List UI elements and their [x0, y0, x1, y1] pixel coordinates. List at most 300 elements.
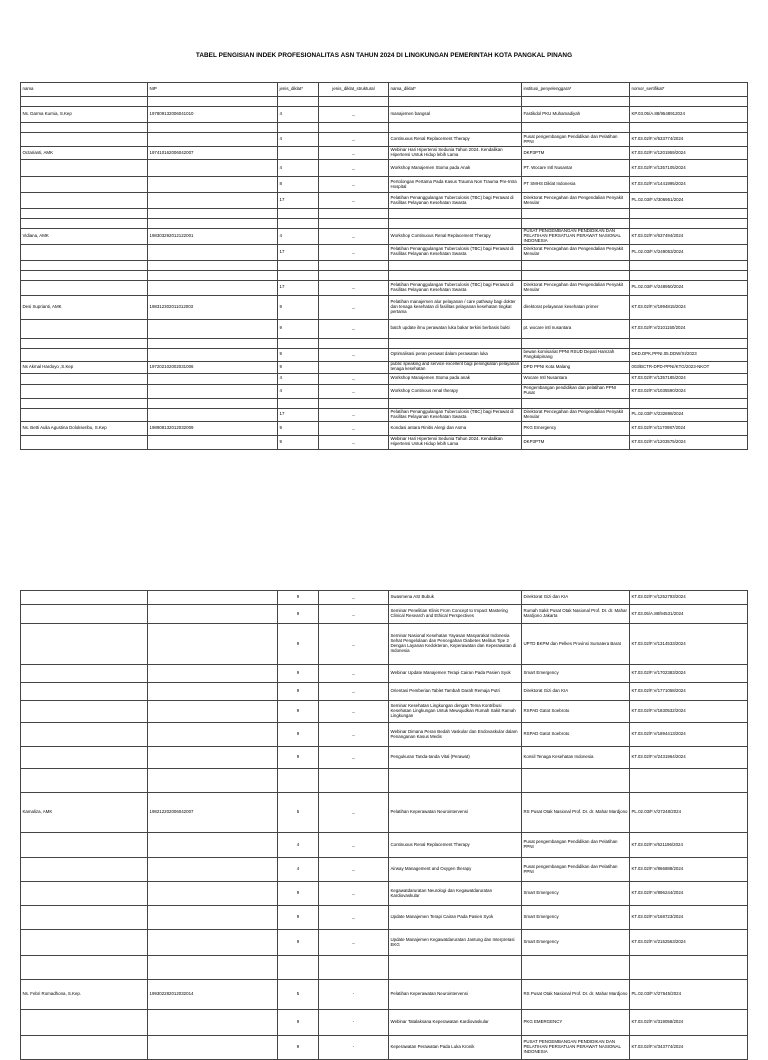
- cell-nomor-sertifikat: [630, 398, 748, 408]
- cell-jenis-diklat: 9: [278, 701, 319, 723]
- cell-jenis-diklat-struktural: _: [319, 435, 389, 449]
- cell-institusi: RSPAD Gatot Soebroto: [522, 701, 630, 723]
- training-table-1: [20, 82, 748, 450]
- cell-nama: [21, 219, 148, 229]
- table-row: [21, 605, 748, 624]
- cell-jenis-diklat-struktural: _: [319, 348, 389, 361]
- cell-institusi: RS Pusat Otak Nasional Prof. Dr. dr. Mahar Mardjono: [522, 980, 630, 1010]
- cell-jenis-diklat-struktural: _: [319, 229, 389, 245]
- cell-jenis-diklat: jenis_diklat*: [278, 83, 319, 97]
- cell-institusi: [522, 123, 630, 133]
- cell-nama: [21, 373, 148, 384]
- cell-jenis-diklat: 9: [278, 435, 319, 449]
- cell-nama-diklat: Webinar Hari Hipertensi Sedunia Tahun 2024. Kendalikan Hipertensi Untuk Hidup lebih Lama: [389, 147, 522, 160]
- cell-nip: [148, 177, 278, 193]
- cell-institusi: direktorat pelayanan kesehatan primer: [522, 295, 630, 319]
- cell-nama: [21, 193, 148, 209]
- cell-jenis-diklat: 8: [278, 177, 319, 193]
- cell-nomor-sertifikat: PL.02.03/F.V/248950/2024: [630, 280, 748, 295]
- cell-institusi: DKP3PTM: [522, 147, 630, 160]
- cell-nama-diklat: [389, 270, 522, 280]
- table-row: [21, 244, 748, 260]
- cell-nama: [21, 1036, 148, 1060]
- cell-nip: 198908132012032009: [148, 421, 278, 435]
- cell-nama: [21, 833, 148, 858]
- cell-jenis-diklat: 4: [278, 858, 319, 882]
- cell-jenis-diklat: 4: [278, 833, 319, 858]
- cell-nip: [148, 373, 278, 384]
- cell-nama: [21, 769, 148, 793]
- cell-nama-diklat: Pelatihan Penanggulangan Tuberculosis (TBC) bagi Perawat di Fasilitas Pelayanan Kesehatan Swasta: [389, 408, 522, 421]
- cell-nama: [21, 665, 148, 683]
- cell-jenis-diklat: 9: [278, 665, 319, 683]
- cell-nip: [148, 1010, 278, 1036]
- cell-jenis-diklat: [278, 147, 319, 160]
- cell-nomor-sertifikat: KP.03.05/A.88/9548912024: [630, 107, 748, 123]
- cell-nomor-sertifikat: [630, 97, 748, 107]
- cell-jenis-diklat: 17: [278, 193, 319, 209]
- cell-nip: [148, 270, 278, 280]
- cell-jenis-diklat: 9: [278, 591, 319, 605]
- cell-jenis-diklat-struktural: [319, 956, 389, 980]
- cell-nama: Ns. Darma Kurnia, S.Kep: [21, 107, 148, 123]
- cell-nomor-sertifikat: KT.03.02/F.V/2101150/2024: [630, 319, 748, 338]
- cell-nama-diklat: [389, 123, 522, 133]
- cell-jenis-diklat-struktural: _: [319, 624, 389, 665]
- cell-nama-diklat: Optimalisasi peran perawat dalam perawatan luka: [389, 348, 522, 361]
- cell-nama-diklat: Pelatihan Penanggulangan Tuberculosis (TBC) bagi Perawat di Fasilitas Pelayanan Kesehatan Swasta: [389, 244, 522, 260]
- cell-nomor-sertifikat: [630, 769, 748, 793]
- table-row: [21, 793, 748, 833]
- cell-nama: [21, 930, 148, 956]
- cell-jenis-diklat: 9: [278, 1036, 319, 1060]
- table-row: [21, 683, 748, 701]
- cell-nip: 199302282012032014: [148, 980, 278, 1010]
- cell-nomor-sertifikat: [630, 219, 748, 229]
- cell-nama: [21, 723, 148, 747]
- cell-nama: [21, 123, 148, 133]
- cell-nomor-sertifikat: KT.03.02/F.V/1252793/2024: [630, 591, 748, 605]
- cell-nama: [21, 160, 148, 177]
- cell-jenis-diklat-struktural: _: [319, 384, 389, 398]
- cell-institusi: PT. Wocare Intl Nusantar: [522, 160, 630, 177]
- cell-nip: 197410162006042007: [148, 147, 278, 160]
- cell-nama: [21, 177, 148, 193]
- cell-jenis-diklat: 9: [278, 683, 319, 701]
- table-row: [21, 193, 748, 209]
- cell-institusi: UPTD BKPM dan Pelkes Provinsi Sumatera Barat: [522, 624, 630, 665]
- table-row: [21, 97, 748, 107]
- cell-jenis-diklat-struktural: _: [319, 421, 389, 435]
- table-row: [21, 295, 748, 319]
- cell-jenis-diklat: 4: [278, 229, 319, 245]
- cell-institusi: [522, 219, 630, 229]
- table-row: [21, 408, 748, 421]
- cell-institusi: Wocare Intl Nusantara: [522, 373, 630, 384]
- cell-nip: [148, 747, 278, 769]
- cell-institusi: [522, 769, 630, 793]
- cell-jenis-diklat: [278, 338, 319, 348]
- cell-nip: [148, 906, 278, 930]
- cell-nama: [21, 260, 148, 270]
- cell-nama-diklat: Pertolongan Pertama Pada Kasus Trauma Non Trauma Pre-Intra Hospital: [389, 177, 522, 193]
- cell-nama-diklat: Pengukuran Tanda-tanda Vital (Perawat): [389, 747, 522, 769]
- cell-jenis-diklat-struktural: _: [319, 408, 389, 421]
- cell-jenis-diklat-struktural: _: [319, 319, 389, 338]
- cell-nama-diklat: Kondasi antara Rinitis Alergi dan Asma: [389, 421, 522, 435]
- cell-jenis-diklat-struktural: jenis_diklat_struktural: [319, 83, 389, 97]
- cell-jenis-diklat: 17: [278, 280, 319, 295]
- cell-jenis-diklat: [278, 209, 319, 219]
- table-row: [21, 209, 748, 219]
- cell-institusi: Smart Emergency: [522, 906, 630, 930]
- cell-institusi: PUSAT PENGEMBANGAN PENDIDIKAN DAN PELATIHAN PERSATUAN PERAWAT NASIONAL INDONESIA: [522, 229, 630, 245]
- cell-nama-diklat: Pelatihan Penanggulangan Tuberculosis (TBC) bagi Perawat di Fasilitas Pelayanan Kesehatan Swasta: [389, 280, 522, 295]
- cell-nama-diklat: Keperawatan Perawatan Pada Luka Kronik: [389, 1036, 522, 1060]
- cell-nama-diklat: Airway Management and Oxygen therapy: [389, 858, 522, 882]
- cell-nip: [148, 956, 278, 980]
- cell-nomor-sertifikat: 003/BCTR-DPD-PPNI/KTG/2023-NKOT: [630, 361, 748, 373]
- cell-nama: [21, 209, 148, 219]
- table-row: [21, 723, 748, 747]
- table-row: [21, 906, 748, 930]
- cell-institusi: bewan komisariat PPNI RSUD Depati Hamzah Pangkalpinang: [522, 348, 630, 361]
- cell-nama: [21, 591, 148, 605]
- cell-nomor-sertifikat: KT.03.02/F.V/343774/2024: [630, 1036, 748, 1060]
- cell-nama: [21, 701, 148, 723]
- training-table-2: [20, 590, 748, 1060]
- cell-nip: 197202102002031006: [148, 361, 278, 373]
- cell-institusi: [522, 956, 630, 980]
- table-row: [21, 1036, 748, 1060]
- cell-institusi: RSPAD Gatot Soebroto: [522, 723, 630, 747]
- cell-jenis-diklat-struktural: [319, 338, 389, 348]
- cell-nama: [21, 435, 148, 449]
- cell-institusi: Direktorat Pencegahan dan Pengendalian Penyakit Menular: [522, 244, 630, 260]
- cell-institusi: PUSAT PENGEMBANGAN PENDIDIKAN DAN PELATIHAN PERSATUAN PERAWAT NASIONAL INDONESIA: [522, 1036, 630, 1060]
- cell-institusi: Direktorat Pencegahan dan Pengendalian Penyakit Menular: [522, 193, 630, 209]
- table-row: [21, 177, 748, 193]
- cell-nomor-sertifikat: KT.03.02/F.V/1894413/2024: [630, 723, 748, 747]
- cell-institusi: Pusat pengembangan Pendidikan dan Pelatihan PPNI: [522, 133, 630, 147]
- cell-nip: [148, 97, 278, 107]
- cell-jenis-diklat-struktural: _: [319, 701, 389, 723]
- cell-nomor-sertifikat: KT.03.02/F.V/633774/2024: [630, 133, 748, 147]
- cell-jenis-diklat-struktural: _: [319, 930, 389, 956]
- cell-nomor-sertifikat: [630, 209, 748, 219]
- cell-nip: [148, 160, 278, 177]
- cell-nama: [21, 624, 148, 665]
- cell-jenis-diklat: 9: [278, 1010, 319, 1036]
- cell-jenis-diklat-struktural: -: [319, 1010, 389, 1036]
- cell-nomor-sertifikat: [630, 270, 748, 280]
- cell-jenis-diklat: [278, 398, 319, 408]
- cell-institusi: Fastikdol PKU Muhamadiyah: [522, 107, 630, 123]
- table-row: [21, 398, 748, 408]
- cell-nama: Ns. Betti Aulia Agustina Dolokseribu, S.Kep: [21, 421, 148, 435]
- cell-nama: [21, 906, 148, 930]
- cell-institusi: Rumah Sakit Pusat Otak Nasional Prof. Dr. dr. Mahar Mardjono Jakarta: [522, 605, 630, 624]
- cell-nama: [21, 1010, 148, 1036]
- cell-nomor-sertifikat: KT.03.02/F.V/319058/2024: [630, 1010, 748, 1036]
- cell-nip: [148, 435, 278, 449]
- cell-nomor-sertifikat: PL.02.03/F.V/249053/2024: [630, 244, 748, 260]
- cell-institusi: PKG Emergency: [522, 421, 630, 435]
- cell-nip: [148, 348, 278, 361]
- cell-jenis-diklat: 9: [278, 421, 319, 435]
- cell-jenis-diklat-struktural: [319, 769, 389, 793]
- table-row: [21, 882, 748, 906]
- cell-jenis-diklat-struktural: _: [319, 723, 389, 747]
- cell-nip: 198312302011012003: [148, 295, 278, 319]
- table-row: [21, 858, 748, 882]
- cell-jenis-diklat: [278, 260, 319, 270]
- cell-institusi: Konsil Tenaga Kesehatan Indonesia: [522, 747, 630, 769]
- cell-nip: [148, 133, 278, 147]
- cell-nip: [148, 723, 278, 747]
- cell-nama-diklat: Workshop Manajemen Stoma pada anak: [389, 373, 522, 384]
- cell-jenis-diklat: 17: [278, 408, 319, 421]
- table-row: [21, 280, 748, 295]
- table-row: [21, 260, 748, 270]
- cell-institusi: Direktorat Pencegahan dan Pengendalian Penyakit Menular: [522, 280, 630, 295]
- cell-nama-diklat: [389, 398, 522, 408]
- cell-jenis-diklat: [278, 769, 319, 793]
- cell-nomor-sertifikat: KT.03.02/F.V/2431964/2024: [630, 747, 748, 769]
- cell-institusi: Pengembangan pendidikan dan pelatihan PPNI Pusat: [522, 384, 630, 398]
- cell-nomor-sertifikat: KT.03.02/F.V/1994815/2024: [630, 295, 748, 319]
- table-row: [21, 123, 748, 133]
- cell-jenis-diklat: 9: [278, 882, 319, 906]
- table-row: [21, 338, 748, 348]
- table-row: [21, 701, 748, 723]
- cell-nama: [21, 384, 148, 398]
- cell-institusi: RS Pusat Otak Nasional Prof. Dr. dr. Mahar Mardjono: [522, 793, 630, 833]
- table-row: [21, 348, 748, 361]
- cell-jenis-diklat: 4: [278, 133, 319, 147]
- cell-nama: [21, 97, 148, 107]
- cell-nama-diklat: public speaking and service excellent bagi peningkatan pelayanan tenaga kesehatan: [389, 361, 522, 373]
- cell-nama: [21, 270, 148, 280]
- document-title: TABEL PENGISIAN INDEK PROFESIONALITAS ASN TAHUN 2024 DI LINGKUNGAN PEMERINTAH KOTA PANGKAL PINANG: [195, 52, 573, 59]
- cell-nomor-sertifikat: KT.03.02/F.V/896244/2024: [630, 882, 748, 906]
- cell-nip: [148, 605, 278, 624]
- cell-nama-diklat: Workshop Continous renal therapy: [389, 384, 522, 398]
- cell-nip: [148, 858, 278, 882]
- cell-institusi: PT SMHS Diklat Indonesia: [522, 177, 630, 193]
- cell-nomor-sertifikat: KT.03.02/F.V/1201959/2024: [630, 147, 748, 160]
- cell-nama-diklat: Continuous Renal Replacement Therapy: [389, 833, 522, 858]
- cell-nama-diklat: Orientasi Pemberian Tablet Tambah Darah Remaja Putri: [389, 683, 522, 701]
- cell-nip: [148, 244, 278, 260]
- cell-nama-diklat: Workshop Continuous Renal Replacement Therapy: [389, 229, 522, 245]
- cell-nomor-sertifikat: KT.03.02/F.V/1314533/2024: [630, 624, 748, 665]
- cell-nomor-sertifikat: KT.03.02/F.V/621196/2024: [630, 833, 748, 858]
- cell-jenis-diklat: 9: [278, 319, 319, 338]
- cell-nomor-sertifikat: nomor_sertifikat*: [630, 83, 748, 97]
- table-row: [21, 160, 748, 177]
- cell-institusi: [522, 97, 630, 107]
- cell-nomor-sertifikat: KT.03.05/A.88/94531/2024: [630, 605, 748, 624]
- cell-institusi: DPD PPNI Kota Malang: [522, 361, 630, 373]
- cell-nomor-sertifikat: KT.03.02/F.V/1357185/2024: [630, 373, 748, 384]
- cell-jenis-diklat-struktural: _: [319, 747, 389, 769]
- cell-institusi: Smart Emergency: [522, 665, 630, 683]
- cell-institusi: DKP3PTM: [522, 435, 630, 449]
- cell-jenis-diklat-struktural: _: [319, 858, 389, 882]
- cell-nip: [148, 665, 278, 683]
- cell-nip: [148, 1036, 278, 1060]
- cell-nip: [148, 398, 278, 408]
- cell-jenis-diklat-struktural: _: [319, 295, 389, 319]
- cell-nama: Desi Suprianti, AMK: [21, 295, 148, 319]
- cell-nama-diklat: Seminar Kesehatan Lingkungan dengan Tema Kontribusi Kesehatan Lingkungan Untuk Mewujudkan Rumah Sakit Ramah Lingkungan: [389, 701, 522, 723]
- cell-institusi: Smart Emergency: [522, 930, 630, 956]
- cell-institusi: Direktorat Pencegahan dan Pengendalian Penyakit Menular: [522, 408, 630, 421]
- table-row: [21, 361, 748, 373]
- cell-nama: [21, 408, 148, 421]
- cell-institusi: [522, 398, 630, 408]
- cell-nomor-sertifikat: PL.02.03/F.V/306951/2024: [630, 193, 748, 209]
- cell-nomor-sertifikat: KT.03.02/F.V/1170987/2024: [630, 421, 748, 435]
- cell-nomor-sertifikat: KT.03.02/F.V/1771058/2024: [630, 683, 748, 701]
- cell-nomor-sertifikat: PL.02.03/F.V/27645/2024: [630, 980, 748, 1010]
- cell-institusi: Smart Emergency: [522, 882, 630, 906]
- cell-jenis-diklat-struktural: [319, 260, 389, 270]
- cell-institusi: institusi_penyelenggara*: [522, 83, 630, 97]
- table-row: [21, 747, 748, 769]
- cell-institusi: [522, 260, 630, 270]
- table-row: [21, 980, 748, 1010]
- cell-jenis-diklat-struktural: _: [319, 373, 389, 384]
- cell-nip: [148, 209, 278, 219]
- table-row: [21, 956, 748, 980]
- table-row: [21, 624, 748, 665]
- cell-nama-diklat: Pelatihan Penanggulangan Tuberculosis (TBC) bagi Perawat di Fasilitas Pelayanan Kesehatan Swasta: [389, 193, 522, 209]
- table-row: [21, 229, 748, 245]
- cell-jenis-diklat-struktural: _: [319, 605, 389, 624]
- cell-nip: 198303292012122001: [148, 229, 278, 245]
- cell-jenis-diklat-struktural: _: [319, 177, 389, 193]
- cell-nip: [148, 769, 278, 793]
- cell-nama-diklat: [389, 769, 522, 793]
- cell-nip: 198212202006042007: [148, 793, 278, 833]
- cell-nama-diklat: Webinar Update Manajemen Terapi Cairan Pada Pasien Syok: [389, 665, 522, 683]
- cell-nip: 197809132006041010: [148, 107, 278, 123]
- table-row: [21, 373, 748, 384]
- cell-jenis-diklat-struktural: -: [319, 1036, 389, 1060]
- cell-nip: [148, 701, 278, 723]
- header-row: [21, 83, 748, 97]
- cell-jenis-diklat-struktural: [319, 123, 389, 133]
- cell-nip: [148, 123, 278, 133]
- cell-nama-diklat: [389, 338, 522, 348]
- cell-jenis-diklat: 5: [278, 980, 319, 1010]
- cell-jenis-diklat-struktural: [319, 270, 389, 280]
- table-row: [21, 219, 748, 229]
- cell-jenis-diklat: [278, 270, 319, 280]
- cell-jenis-diklat-struktural: [319, 209, 389, 219]
- cell-nomor-sertifikat: PL.02.03/F.V/27248/2024: [630, 793, 748, 833]
- cell-nip: [148, 882, 278, 906]
- cell-jenis-diklat: [278, 219, 319, 229]
- cell-nama-diklat: Seminar Penelitian Klinis From Concept to Impact Mastering Clinical Research and Ethical Perspectives: [389, 605, 522, 624]
- cell-nama-diklat: [389, 219, 522, 229]
- cell-jenis-diklat: 4: [278, 107, 319, 123]
- cell-nama: Vidiana, AMK: [21, 229, 148, 245]
- cell-nip: [148, 219, 278, 229]
- cell-jenis-diklat: 9: [278, 348, 319, 361]
- cell-institusi: Direktorat Gizi dan KIA: [522, 591, 630, 605]
- cell-nip: [148, 930, 278, 956]
- cell-jenis-diklat-struktural: _: [319, 833, 389, 858]
- cell-nip: [148, 624, 278, 665]
- cell-nama-diklat: Update Manajemen Terapi Cairan Pada Pasien Syok: [389, 906, 522, 930]
- cell-nama: Kamaliza, AMK: [21, 793, 148, 833]
- cell-institusi: PKG EMERGENCY: [522, 1010, 630, 1036]
- cell-nomor-sertifikat: KT.03.02/F.V/1203575/2024: [630, 435, 748, 449]
- cell-nomor-sertifikat: KT.03.02/F.V/1035590/2024: [630, 384, 748, 398]
- cell-nama: [21, 956, 148, 980]
- cell-nama-diklat: Webinar Dimana Peran Bedah Vaskular dan Endovaskular dalam Penanganan Kasus Medis: [389, 723, 522, 747]
- cell-nomor-sertifikat: DKD.DPK.PPNI.05.DDW/XI/2023: [630, 348, 748, 361]
- cell-jenis-diklat-struktural: [319, 398, 389, 408]
- cell-institusi: [522, 270, 630, 280]
- table-row: [21, 147, 748, 160]
- cell-jenis-diklat: 9: [278, 361, 319, 373]
- cell-jenis-diklat-struktural: _: [319, 133, 389, 147]
- table-row: [21, 665, 748, 683]
- table-row: [21, 421, 748, 435]
- cell-nama-diklat: Swasmena ASI Bubuk: [389, 591, 522, 605]
- cell-institusi: [522, 209, 630, 219]
- cell-nama-diklat: batch update ilmu perawatan luka bakar terkini berbasis bukti: [389, 319, 522, 338]
- cell-jenis-diklat: [278, 123, 319, 133]
- cell-nama: [21, 280, 148, 295]
- cell-institusi: Direktorat Gizi dan KIA: [522, 683, 630, 701]
- cell-nama-diklat: [389, 260, 522, 270]
- cell-nama: [21, 858, 148, 882]
- table-row: [21, 270, 748, 280]
- cell-nama-diklat: Continuous Renal Replacement Therapy: [389, 133, 522, 147]
- cell-institusi: pt. wocare intl nusantara: [522, 319, 630, 338]
- cell-jenis-diklat: 9: [278, 295, 319, 319]
- cell-nomor-sertifikat: [630, 338, 748, 348]
- cell-jenis-diklat: 9: [278, 624, 319, 665]
- cell-jenis-diklat-struktural: _: [319, 665, 389, 683]
- cell-jenis-diklat-struktural: [319, 97, 389, 107]
- cell-nomor-sertifikat: KT.03.02/F.V/1357105/2024: [630, 160, 748, 177]
- cell-nama: Octarianti, AMK: [21, 147, 148, 160]
- cell-jenis-diklat: 9: [278, 605, 319, 624]
- cell-jenis-diklat-struktural: _: [319, 906, 389, 930]
- cell-nama-diklat: Webinar Hari Hipertensi Sedunia Tahun 2024. Kendalikan Hipertensi Untuk Hidup lebih Lama: [389, 435, 522, 449]
- cell-nomor-sertifikat: KT.03.02/F.V/1441995/2024: [630, 177, 748, 193]
- cell-institusi: Pusat pengembangan Pendidikan dan Pelatihan PPNI: [522, 833, 630, 858]
- cell-nama: [21, 348, 148, 361]
- cell-nama: [21, 244, 148, 260]
- cell-nama: [21, 398, 148, 408]
- table-row: [21, 591, 748, 605]
- cell-nomor-sertifikat: [630, 123, 748, 133]
- cell-jenis-diklat-struktural: _: [319, 591, 389, 605]
- cell-nip: [148, 683, 278, 701]
- cell-nip: [148, 591, 278, 605]
- cell-nama-diklat: Update Manajemen Kegawatdaruratan Jantung dan Interpretasi EKG: [389, 930, 522, 956]
- cell-nomor-sertifikat: KT.03.02/F.V/1702383/2024: [630, 665, 748, 683]
- cell-nomor-sertifikat: [630, 260, 748, 270]
- cell-jenis-diklat-struktural: -: [319, 980, 389, 1010]
